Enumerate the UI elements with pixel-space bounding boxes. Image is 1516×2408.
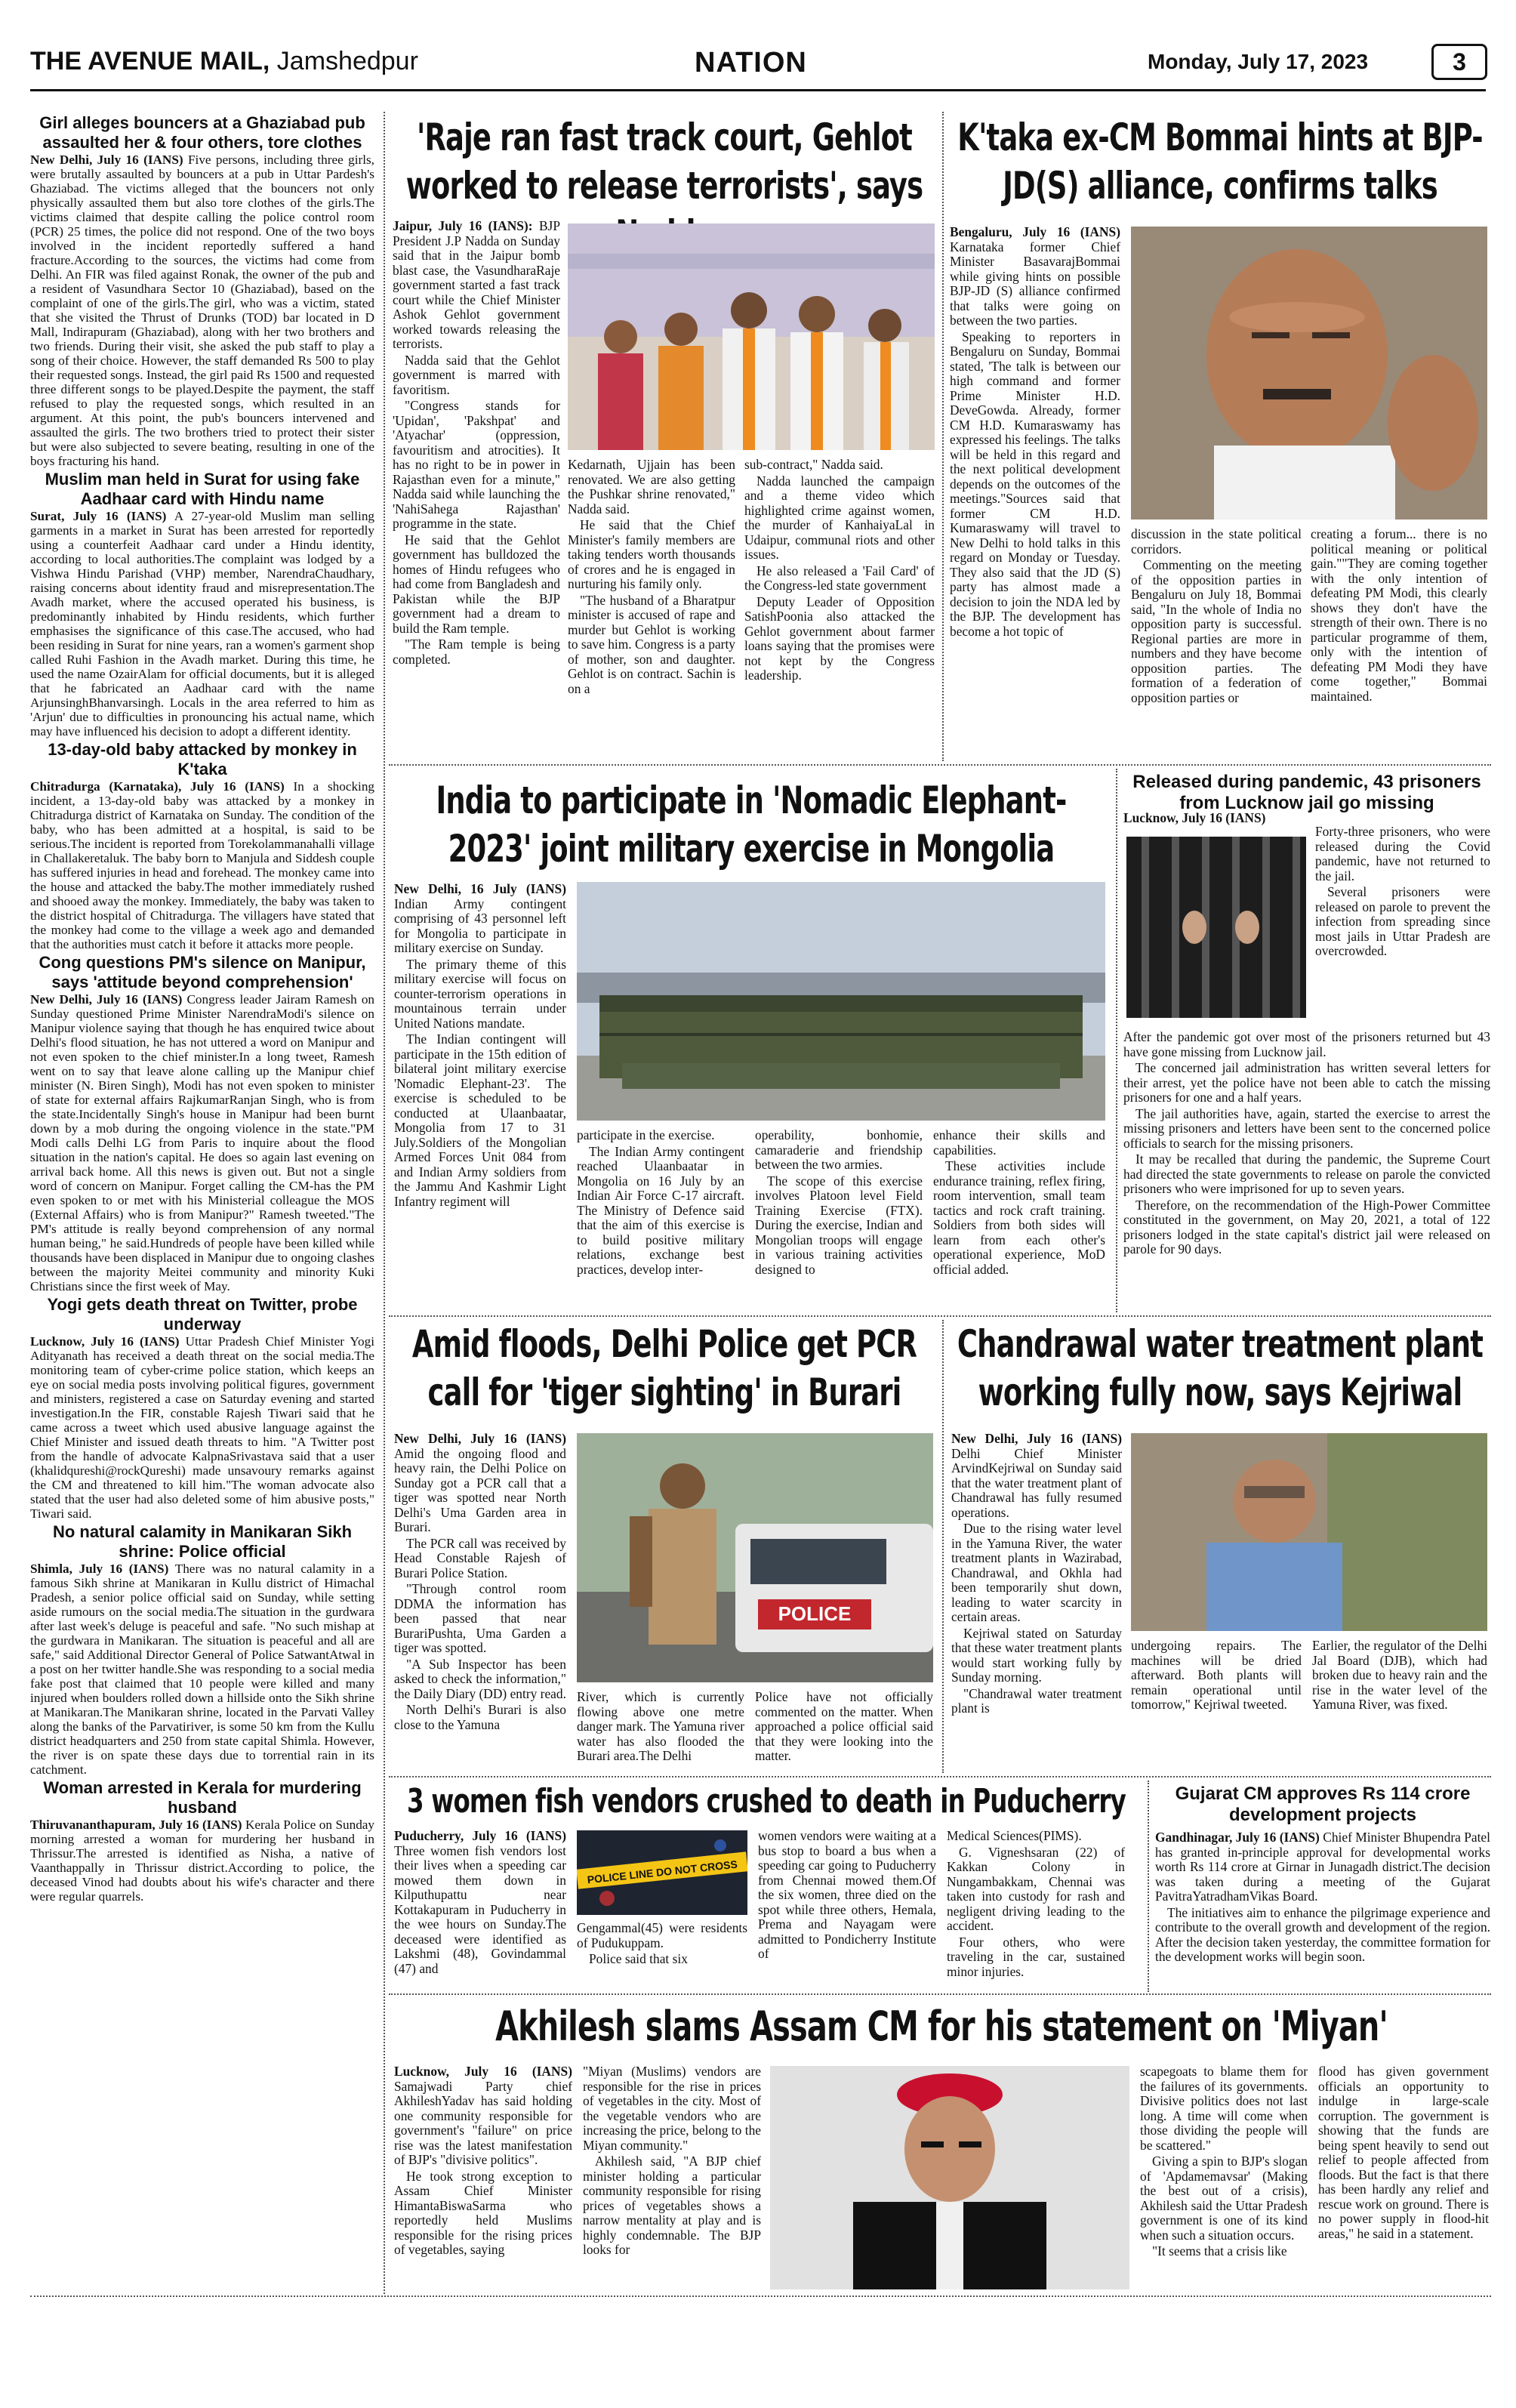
dateline: Bengaluru, July 16 (IANS) [950,225,1120,239]
story-cong-manipur [30,953,374,1293]
story-ghaziabad-pub [30,113,374,468]
column-divider [942,112,944,761]
svg-text:POLICE: POLICE [778,1602,852,1625]
svg-text:POLICE LINE DO NOT CROSS: POLICE LINE DO NOT CROSS [586,1858,738,1886]
dateline: Jaipur, July 16 (IANS): [393,219,533,233]
story-headline: 'Raje ran fast track court, Gehlot worked to release terrorists', says [405,116,923,208]
story-headline: Released during pandemic, 43 prisoners from Lucknow jail go missing [1132,772,1481,813]
dateline: Shimla, July 16 (IANS) [30,1562,169,1576]
page-number: 3 [1431,44,1487,80]
story-yogi-threat [30,1295,374,1521]
page-bottom-rule [30,2295,1491,2297]
story-manikaran [30,1522,374,1777]
dateline: Lucknow, July 16 (IANS) [394,2064,572,2079]
story-headline: 13-day-old baby attacked by monkey in K'taka [48,740,357,779]
photo-police-officer [577,1433,933,1682]
story-headline: Woman arrested in Kerala for murdering husband [43,1778,362,1817]
dateline: Puducherry, July 16 (IANS) [394,1829,566,1843]
dateline: New Delhi, July 16 (IANS) [951,1432,1122,1446]
photo-jail-bars [1126,837,1306,1018]
dateline: Chitradurga (Karnataka), July 16 (IANS) [30,779,285,794]
dateline: Thiruvananthapuram, July 16 (IANS) [30,1818,242,1832]
section-divider [389,1315,1491,1317]
story-kejriwal: Chandrawal water treatment plant working fully now, says Kejriwal New Delhi, July 16 (IANS) Delhi Chief Minister ArvindKejriwal on Sunday said that the water treatment plant of Chandrawal has fully resumed operations. Due to the rising water level in the Yamuna River, the water treatment plants in Wazirabad, Chandrawal, and Okhla had been temporarily shut down, leading to water scarcity in certain areas. Kejriwal stated on Saturday that these water treatment plants would start working fully by Sunday morning. "Chandrawal water treatment plant is undergoing repairs. The machines will be dried afterward. Both plants will remain operational until tomorrow," Kejriwal tweeted. Earlier, the regulator of the Delhi Jal Board (DJB), which had broken due to heavy rain and the rise in the water level of the Yamuna River, was fixed. [950,1320,1490,1773]
dateline: New Delhi, 16 July (IANS) [394,882,566,896]
story-headline: Akhilesh slams Assam CM for his statement on 'Miyan' [495,2003,1388,2050]
story-headline: Chandrawal water treatment plant working fully now, says Kejriwal [957,1322,1484,1414]
photo-nadda-rally [568,224,935,450]
story-gujarat: Gujarat CM approves Rs 114 crore development projects Gandhinagar, July 16 (IANS) Chief Minister Bhupendra Patel has granted in-principle approval for developmental works worth Rs 114 crore at Girnar in Junagadh district.The decision was taken during a meeting of the Gujarat PavitraYatradhamVikas Board. The initiatives aim to enhance the pilgrimage experience and contribute to the overall growth and development of the region. After the decision taken yesterday, the committee formation for the development works will begin soon. [1155,1784,1490,1964]
story-headline: Muslim man held in Surat for using fake Aadhaar card with Hindu name [45,470,360,508]
dateline: New Delhi, July 16 (IANS) [30,153,183,167]
story-kerala-arrest [30,1778,374,1904]
story-bommai: K'taka ex-CM Bommai hints at BJP-JD(S) alliance, confirms talks Bengaluru, July 16 (IANS) Karnataka former Chief Minister BasavarajBommai while giving hints on possible BJP-JD (S) alliance confirmed that talks were going on between the two parties. Speaking to reporters in Bengaluru on Sunday, Bommai stated, 'The talk is between our high command and former Prime Minister H.D. DeveGowda. Already, former CM H.D. Kumaraswamy has expressed his feelings. The talks will be held in this regard and the next political development depends on the outcomes of the meetings."Sources said that former CM H.D. Kumaraswamy will travel to New Delhi to hold talks in this regard on Monday or Tuesday. They also said that the JD (S) party has almost made a decision to join the NDA led by the BJP. The development has become a hot topic of discussion in the state political corridors. Commenting on the meeting of the opposition parties in Bengaluru on July 18, Bommai said, "In the whole of India no opposition party is successful. Regional parties are more in numbers and they have become opposition parties. The formation of a federation of opposition parties or creating a forum... there is no political meaning or political gain.""They are coming together with the only intention of defeating PM Modi, this clearly shows they don't have the strength of their own. There is no particular programme of them, only with the intention of defeating PM Modi they have come together," Bommai maintained. [950,113,1490,763]
section-title: NATION [695,47,807,79]
photo-kejriwal [1131,1433,1487,1631]
story-headline: No natural calamity in Manikaran Sikh shrine: Police official [52,1522,353,1561]
story-body: There was no natural calamity in a famous Sikh shrine at Manikaran in Kullu district of Himachal Pradesh, a senior police official said on Sunday, while setting aside rumours on the social media.The situation in the gurdwara after last week's deluge is peaceful and safe. "No such mishap at the gurdwara in Manikaran. The situation is peaceful and all are safe," said Additional Director General of Police SatwantAtwal in a post on her twitter handle.She was responding to a social media fake post that claimed that 10 people were killed and many injured when boulders rolled down a hillside onto the Sikh shrine at Manikaran.The Manikaran shrine, located in the Parvati Valley along the banks of the Parvatiriver, is some 50 km from the Kullu district headquarters and 250 from state capital Shimla. However, the river is on spate these days due to torrential rain in its catchment. [30,1562,374,1777]
story-mongolia: India to participate in 'Nomadic Elephant-2023' joint military exercise in Mongolia New Delhi, 16 July (IANS) Indian Army contingent comprising of 43 personnel left for Mongolia to participate in military exercise on Sunday. The primary theme of this military exercise will focus on counter-terrorism operations in mountainous terrain under United Nations mandate. The Indian contingent will participate in the 15th edition of bilateral joint military exercise 'Nomadic Elephant-23'. The exercise is scheduled to be conducted at Ulaanbaatar, Mongolia from 17 to 31 July.Soldiers of the Mongolian Armed Forces Unit 084 from and Indian Army soldiers from the Jammu And Kashmir Light Infantry regiment will participate in the exercise. The Indian Army contingent reached Ulaanbaatar in Mongolia on 16 July by an Indian Air Force C-17 aircraft. The Ministry of Defence said that the aim of this exercise is to build positive military relations, exchange best practices, develop inter- operability, bonhomie, camaraderie and friendship between the two armies. The scope of this exercise involves Platoon level Field Training Exercise (FTX). During the exercise, Indian and Mongolian troops will engage in various training activities designed to enhance their skills and capabilities. These activities include endurance training, reflex firing, room intervention, small team tactics and rock craft training. Soldiers from both sides will learn from each other's operational experience, MoD official added. [393,769,1110,1312]
story-nadda: 'Raje ran fast track court, Gehlot worked to release terrorists', says Jaipur, July 16 (IANS): BJP President J.P Nadda on Sunday said that in the Jaipur bomb blast case, the VasundharaRaje government started a fast track court while the Chief Minister Ashok Gehlot government worked towards releasing the terrorists. Nadda said that the Gehlot government is marred with favoritism. "Congress stands for 'Upidan', 'Pakshpat' and 'Atyachar' (oppression, favouritism and atrocities). It has no right to be in power in Rajasthan even for a minute," Nadda said while launching the 'NahiSahega Rajasthan' programme in the state. He said that the Gehlot government has bulldozed the homes of Hindu refugees who had come from Bangladesh and Pakistan while the BJP government had a dream to build the Ram temple. "The Ram temple is being completed. Kedarnath, Ujjain has been renovated. We are also getting the Pushkar shrine renovated," Nadda said. He said that the Chief Minister's family members are taking tenders worth thousands of crores and he is engaged in nurturing his family only. "The husband of a Bharatpur minister is accused of rape and murder but Gehlot is working to save him. Congress is a party of mother, son and daughter. Gehlot is on contract. Sachin is on a sub-contract," Nadda said. Nadda launched the campaign and a theme video which highlighted crime against women, the murder of KanhaiyaLal in Udaipur, communal riots and other issues. He also released a 'Fail Card' of the Congress-led state government Deputy Leader of Opposition SatishPoonia also attacked the Gehlot government about farmer loans saying that the promises were not kept by the Congress leadership. [393,113,936,763]
story-prisoners: Released during pandemic, 43 prisoners from Lucknow jail go missing Lucknow, July 16 (IANS) Forty-three prisoners, who were released during the Covid pandemic, have not returned to the jail. Several prisoners were released on parole to prevent the infection from spreading since most jails in Uttar Pradesh are overcrowded. After the pandemic got over most of the prisoners returned but 43 have gone missing from Lucknow jail. The concerned jail administration has written several letters for their arrest, yet the police have not been able to catch the missing prisoners for one and a half years. The jail authorities have, again, started the exercise to arrest the missing prisoners and letters have been sent to the concerned police officials to search for the missing prisoners. It may be recalled that during the pandemic, the Supreme Court had directed the state governments to release on parole the convicted prisoners who were imprisoned for up to seven years. Therefore, on the recommendation of the High-Power Committee constituted in the government, on May 20, 2021, a total of 122 prisoners lodged in the state capital's district jail were released on parole for 90 days. [1123,772,1490,1256]
story-headline: Amid floods, Delhi Police get PCR call for 'tiger sighting' in Burari [411,1322,917,1414]
dateline: New Delhi, July 16 (IANS) [30,992,183,1007]
story-headline: Cong questions PM's silence on Manipur, says 'attitude beyond comprehension' [39,953,366,991]
story-headline: Girl alleges bouncers at a Ghaziabad pub assaulted her & four others, tore clothes [39,113,365,152]
masthead [30,42,1486,91]
column-divider [384,112,385,2294]
story-headline: Gujarat CM approves Rs 114 crore development projects [1175,1784,1471,1825]
story-headline: Yogi gets death threat on Twitter, probe underway [47,1295,358,1333]
story-body: A 27-year-old Muslim man selling garments in a market in Surat has been arrested for reportedly using a counterfeit Aadhaar card under a Hindu identity, according to local authorities.The complaint was lodged by a Vishwa Hindu Parishad (VHP) member, NarendraChaudhary, raising concerns about identity fraud and misrepresentation.The Avadh market, where the accused operated his business, is predominantly inhabited by Hindu residents, which further emphasises the significance of this case.The accused, who had been residing in Surat for nine years, ran a women's garment shop called Ruhi Fashion in the Avadh market. During this time, he used the name OzairAlam for official documents, but it is alleged that he fabricated an Aadhaar card with the name ArjunsinghBhanvarsingh. Locals in the area referred to him as 'Arjun' due to difficulties in pronouncing his actual name, which may have influenced his decision to adopt a different identity. [30,509,374,738]
dateline: Surat, July 16 (IANS) [30,509,167,523]
story-body: Five persons, including three girls, were brutally assaulted by bouncers at a pub in Uttar Pardesh's Ghaziabad. The victims alleged that the bouncers not only physically assaulted them but also tore clothes of the girls.The victims claimed that despite calling the police control room (PCR) 25 times, the police did not respond. One of the two boys involved in the incident reportedly suffered a hand fracture.According to the sources, the victims had come from Delhi. An FIR was filed against Ronak, the owner of the pub and a resident of Vasundhara Sector 10 (Ghaziabad), based on the complaint of one of the girls.The girl, who was a victim, stated that she visited the Thrust of Drunks (TOD) bar located in D Mall, Indirapuram (Ghaziabad), along with her two brothers and two friends. During their visit, she asked the pub staff to play a song of their choice. However, the staff demanded Rs 500 to play their requested songs. Instead, the girl paid Rs 1500 and requested three different songs to be played.Despite the payment, the staff refused to play the requested songs, which resulted in an argument. At this point, the pub's bouncers intervened and assaulted the girls. The two brothers tried to protect their sister but were also subjected to severe beating, resulting in one of the boys fracturing his hand. [30,153,374,468]
story-monkey-attack [30,740,374,951]
column-divider [942,1320,944,1773]
story-fish-vendors: 3 women fish vendors crushed to death in Puducherry Puducherry, July 16 (IANS) Three women fish vendors lost their lives when a speeding car mowed them down in Kilputhupattu near Kottakapuram in Puducherry in the wee hours on Sunday.The deceased were identified as Lakshmi (48), Govindammal (47) and POLICE LINE DO NOT CROSS Gengammal(45) were residents of Pudukuppam. Police said that six women vendors were waiting at a bus stop to board a bus when a speeding car going to Puducherry from Chennai mowed them.Of the six women, three died on the spot while three others, Hemala, Prema and Nayagam were admitted to Pondicherry Institute of Medical Sciences(PIMS). G. Vigneshsaran (22) of Kakkan Colony in Nungambakkam, Chennai was taken into custody for rash and negligent driving leading to the accident. Four others, who were traveling in the car, sustained minor injuries. [393,1781,1140,1992]
dateline: New Delhi, July 16 (IANS) [394,1432,566,1446]
photo-police-tape [577,1830,747,1915]
story-surat-aadhaar [30,470,374,738]
section-divider [389,1776,1491,1777]
story-body: Kerala Police on Sunday morning arrested a woman for murdering her husband in Thrissur.The arrested is identified as Nisha, a native of Vaanthappally in Thrissur district.According to police, the deceased Vinod had doubts about his wife's character and there were regular quarrels. [30,1818,374,1904]
photo-army-contingent [577,882,1105,1121]
dateline: Lucknow, July 16 (IANS) [1123,811,1266,825]
dateline: Lucknow, July 16 (IANS) [30,1334,180,1349]
column-divider [1116,769,1117,1312]
section-divider [389,1993,1491,1995]
section-divider [389,764,1491,766]
photo-akhilesh [770,2066,1129,2289]
story-akhilesh: Akhilesh slams Assam CM for his statement on 'Miyan' Lucknow, July 16 (IANS) Samajwadi Party chief AkhileshYadav has said holding one community responsible for government's "failure" on price rise was the latest manifestation of BJP's "divisive politics". He took strong exception to Assam Chief Minister HimantaBiswaSarma who reportedly held Muslims responsible for the rising prices of vegetables, saying "Miyan (Muslims) vendors are responsible for the rise in prices of vegetables in the city. Most of the vegetable vendors who are increasing the price, belong to the Miyan community." Akhilesh said, "A BJP chief minister holding a particular community responsible for rising prices of vegetables shows a narrow mentality at play and is highly condemnable. The BJP looks for scapegoats to blame them for the failures of its governments. Divisive politics does not last long. A time will come when those dividing the people will be scattered." Giving a spin to BJP's slogan of 'Apdamemavsar' (Making the best out of a crisis), Akhilesh said the Uttar Pradesh government is one of its kind when such a situation occurs. "It seems that a crisis like flood has given government officials an opportunity to indulge in large-scale corruption. The government is showing that the funds are being spent heavily to send out relief to people affected from floods. But the fact is that there has been hardly any relief and rescue work on ground. There is no power supply in flood-hit areas," he said in a statement. [393,1998,1490,2292]
left-news-column [30,113,374,2292]
story-headline: K'taka ex-CM Bommai hints at BJP-JD(S) alliance, confirms talks [957,116,1483,208]
story-body: In a shocking incident, a 13-day-old baby was attacked by a monkey in Chitradurga district of Karnataka on Sunday. The condition of the baby, who has been admitted at a hospital, is said to be serious.The incident is reported from Torekolammanahalli village in Challakeretaluk. The baby born to Manjula and Siddesh couple has suffered injuries in head and forehead. The monkey came into the house and attacked the baby.The mother immediately rushed and shooed away the monkey. Immediately, the baby was taken to the district hospital of Chitradurga. The villagers have stated that the monkey had come to the village a week ago and demanded that the authorities must catch it before it attacks more people. [30,779,374,951]
photo-bommai [1131,227,1487,520]
paper-name: THE AVENUE MAIL, Jamshedpur [30,47,418,76]
column-divider [1148,1781,1149,1992]
story-body: Uttar Pradesh Chief Minister Yogi Adityanath has received a death threat on the social media.The monitoring team of cyber-crime police station, which keeps an eye on social media posts involving political figures, government and ministers, registered a case on Saturday evening and started investigation.In the FIR, constable Rajesh Tiwari said that he came across a tweet which used abusive language against the Chief Minister and issued death threats to him. "A Twitter post from the handle of advocate KalpnaSrivastava said that a user (khalidqureshi@rockQureshi) made unsavoury remarks against the CM and threatened to kill him."The woman advocate also stated that the user had also deleted some of him abusive posts," Tiwari said. [30,1334,374,1521]
story-headline: India to participate in 'Nomadic Elephant-2023' joint military exercise in Mongolia [436,779,1067,871]
story-headline: 3 women fish vendors crushed to death in Puducherry [407,1782,1126,1821]
dateline: Gandhinagar, July 16 (IANS) [1155,1830,1320,1845]
story-delhi-police: Amid floods, Delhi Police get PCR call for 'tiger sighting' in Burari New Delhi, July 16 (IANS) Amid the ongoing flood and heavy rain, the Delhi Police on Sunday got a PCR call that a tiger was spotted near North Delhi's Uma Garden area in Burari. The PCR call was received by Head Constable Rajesh of Burari Police Station. "Through control room DDMA the information has been passed that near BurariPushta, Uma Garden a tiger was spotted. "A Sub Inspector has been asked to check the information," the Daily Diary (DD) entry read. North Delhi's Burari is also close to the Yamuna POLICE River, which is currently flowing above one metre danger mark. The Yamuna river water has also flooded the Burari area.The Delhi Police have not officially commented on the matter. When approached a police official said that they were looking into the matter. [393,1320,936,1773]
story-body: Congress leader Jairam Ramesh on Sunday questioned Prime Minister NarendraModi's silence on Manipur violence saying that though he has enquired twice about Delhi's flood situation, he has not uttered a word on Manipur and not even spoken to the chief minister.In a long tweet, Ramesh went on to say that leave alone calling up the Manipur chief minister (N. Biren Singh), Modi has not even spoken to minister of state for external affairs RajkumarRanjan Singh, who is from the state.Incidentally Singh's house in Manipur had been burnt down by a mob during the ongoing violence in the state."PM Modi calls Delhi LG from Paris to inquire about the flood situation in the nation's capital. He does so again last evening on arrival back home. All this news is given out. But not a single word of concern on Manipur. Forget calling the CM-has the PM even spoken to or met with his Ministerial colleague the MOS (External Affairs) who is from Manipur?" Ramesh tweeted."The PM's attitude is really beyond comprehension of any normal human being," he said.Hundreds of people have been killed while thousands have been displaced in Manipur due to ongoing clashes between the majority Meitei community and minority Kuki Christians since the first week of May. [30,992,374,1293]
issue-date: Monday, July 17, 2023 [1148,50,1369,73]
